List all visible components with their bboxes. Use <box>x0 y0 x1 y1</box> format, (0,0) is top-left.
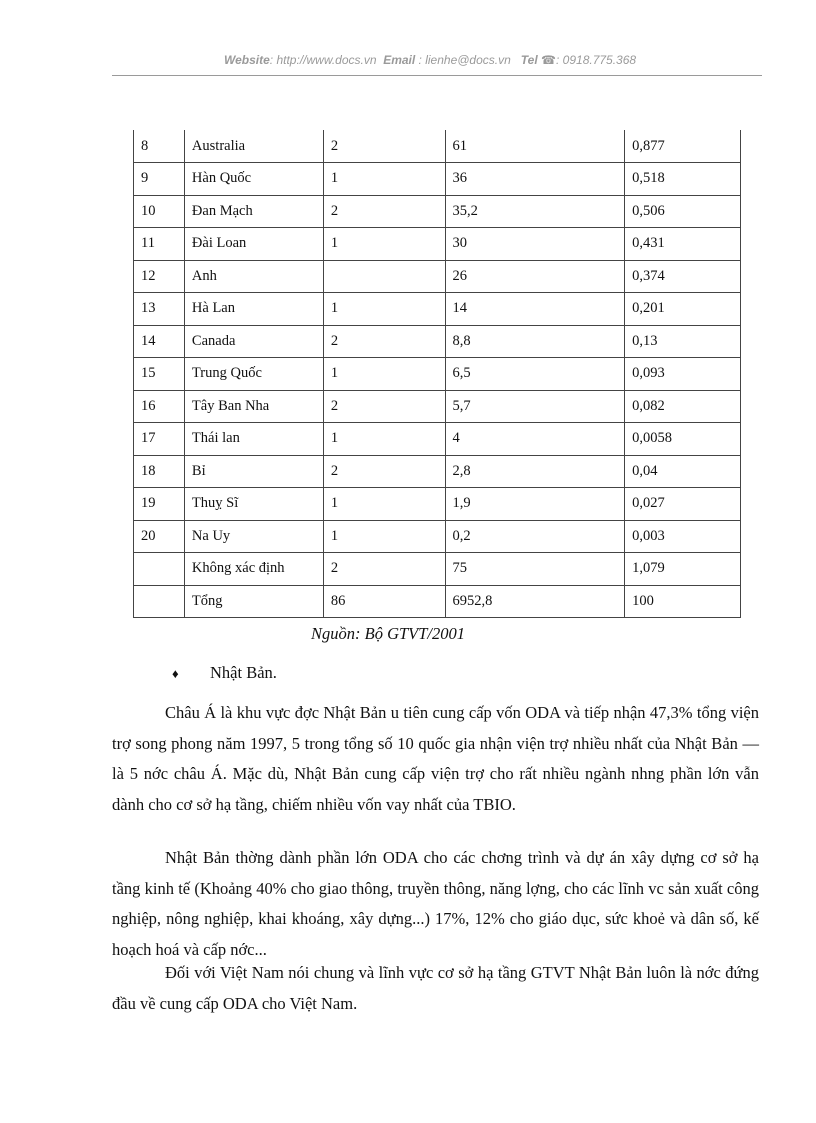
diamond-bullet-icon: ♦ <box>172 666 179 681</box>
table-cell: Trung Quốc <box>184 358 323 391</box>
table-row <box>134 228 741 261</box>
table-cell: 8 <box>134 130 185 163</box>
table-row <box>134 293 741 326</box>
table-cell: Anh <box>184 260 323 293</box>
table-cell: Na Uy <box>184 520 323 553</box>
table-cell: 13 <box>134 293 185 326</box>
paragraph-2: Nhật Bản thờng dành phần lớn ODA cho các chơng trình và dự án xây dựng cơ sở hạ tầng kinh tế (Khoảng 40% cho giao thông, truyền thông, năng lợng, cho các lĩnh vc sản xuất công nghiệp, nông nghiệp, khai khoáng, xây dựng...) 17%, 12% cho giáo dục, sức khoẻ và dân số, kế hoạch hoá và cấp nớc... <box>112 848 759 959</box>
table-cell <box>134 553 185 586</box>
table-cell: 0,518 <box>625 163 741 196</box>
table-cell <box>323 260 445 293</box>
table-cell: 0,003 <box>625 520 741 553</box>
tel-label: Tel <box>520 53 538 67</box>
table-cell <box>134 585 185 618</box>
table-cell: 14 <box>134 325 185 358</box>
table-cell: 0,027 <box>625 488 741 521</box>
table-cell: 12 <box>134 260 185 293</box>
oda-table-body <box>134 130 741 618</box>
table-cell: 1 <box>323 488 445 521</box>
table-cell: 1,9 <box>445 488 625 521</box>
table-row <box>134 520 741 553</box>
page-header <box>112 50 762 76</box>
table-row <box>134 585 741 618</box>
table-cell: Thái lan <box>184 423 323 456</box>
table-cell: 17 <box>134 423 185 456</box>
table-cell: 86 <box>323 585 445 618</box>
table-cell: 0,082 <box>625 390 741 423</box>
table-cell: 26 <box>445 260 625 293</box>
table-cell: Tây Ban Nha <box>184 390 323 423</box>
table-cell: Đan Mạch <box>184 195 323 228</box>
table-row <box>134 260 741 293</box>
table-cell: 20 <box>134 520 185 553</box>
table-cell: 0,04 <box>625 455 741 488</box>
table-row <box>134 455 741 488</box>
paragraph-1: Châu Á là khu vực đợc Nhật Bản u tiên cung cấp vốn ODA và tiếp nhận 47,3% tổng viện trợ song phong năm 1997, 5 trong tổng số 10 quốc gia nhận viện trợ nhiều nhất của Nhật Bản — là 5 nớc châu Á. Mặc dù, Nhật Bản cung cấp viện trợ cho rất nhiều ngành nhng phần lớn vẫn dành cho cơ sở hạ tầng, chiếm nhiều vốn vay nhất của TBIO. <box>112 703 759 814</box>
table-cell: 1 <box>323 228 445 261</box>
table-cell: 1 <box>323 163 445 196</box>
table-cell: Không xác định <box>184 553 323 586</box>
table-cell: 1 <box>323 423 445 456</box>
table-source: Nguồn: Bộ GTVT/2001 <box>311 624 466 643</box>
table-cell: 0,0058 <box>625 423 741 456</box>
table-cell: 1 <box>323 520 445 553</box>
table-cell: 0,877 <box>625 130 741 163</box>
table-cell: Đài Loan <box>184 228 323 261</box>
oda-table <box>133 130 741 618</box>
table-cell: 5,7 <box>445 390 625 423</box>
table-cell: 18 <box>134 455 185 488</box>
table-cell: 16 <box>134 390 185 423</box>
table-cell: 11 <box>134 228 185 261</box>
table-row <box>134 130 741 163</box>
table-row <box>134 195 741 228</box>
table-cell: 1,079 <box>625 553 741 586</box>
table-cell: Tổng <box>184 585 323 618</box>
table-cell: 0,2 <box>445 520 625 553</box>
table-cell: 0,201 <box>625 293 741 326</box>
email-label: Email <box>383 53 416 67</box>
table-cell: 0,093 <box>625 358 741 391</box>
table-cell: 1 <box>323 358 445 391</box>
table-cell: Bỉ <box>184 455 323 488</box>
table-cell: 10 <box>134 195 185 228</box>
table-cell: 100 <box>625 585 741 618</box>
table-cell: Canada <box>184 325 323 358</box>
table-cell: Thuỵ Sĩ <box>184 488 323 521</box>
table-cell: 2 <box>323 455 445 488</box>
table-cell: 0,431 <box>625 228 741 261</box>
table-cell: 30 <box>445 228 625 261</box>
table-cell: 6,5 <box>445 358 625 391</box>
table-cell: 9 <box>134 163 185 196</box>
table-row <box>134 358 741 391</box>
table-cell: 2 <box>323 130 445 163</box>
table-cell: 14 <box>445 293 625 326</box>
table-cell: 0,506 <box>625 195 741 228</box>
table-cell: 0,374 <box>625 260 741 293</box>
table-row <box>134 423 741 456</box>
website-label: Website <box>224 53 270 67</box>
table-cell: 0,13 <box>625 325 741 358</box>
table-cell: 4 <box>445 423 625 456</box>
table-cell: 75 <box>445 553 625 586</box>
table-cell: 2 <box>323 553 445 586</box>
bullet-heading-text: Nhật Bản. <box>210 663 277 682</box>
table-row <box>134 488 741 521</box>
table-row <box>134 163 741 196</box>
paragraph-3: Đối với Việt Nam nói chung và lĩnh vực cơ sở hạ tầng GTVT Nhật Bản luôn là nớc đứng đầu về cung cấp ODA cho Việt Nam. <box>112 963 759 1013</box>
bullet-heading <box>172 663 277 683</box>
table-cell: Hàn Quốc <box>184 163 323 196</box>
tel-value: : 0918.775.368 <box>556 53 637 67</box>
table-cell: 2 <box>323 390 445 423</box>
table-cell: 6952,8 <box>445 585 625 618</box>
table-cell: 19 <box>134 488 185 521</box>
table-cell: 1 <box>323 293 445 326</box>
table-cell: 2,8 <box>445 455 625 488</box>
table-cell: Australia <box>184 130 323 163</box>
table-cell: 8,8 <box>445 325 625 358</box>
table-cell: 2 <box>323 325 445 358</box>
table-cell: 61 <box>445 130 625 163</box>
website-value: : http://www.docs.vn <box>269 53 377 67</box>
table-row <box>134 390 741 423</box>
table-cell: 15 <box>134 358 185 391</box>
table-cell: 36 <box>445 163 625 196</box>
phone-icon: ☎ <box>541 53 556 67</box>
table-cell: 2 <box>323 195 445 228</box>
table-row <box>134 553 741 586</box>
table-cell: Hà Lan <box>184 293 323 326</box>
email-value: : lienhe@docs.vn <box>418 53 511 67</box>
table-row <box>134 325 741 358</box>
table-cell: 35,2 <box>445 195 625 228</box>
